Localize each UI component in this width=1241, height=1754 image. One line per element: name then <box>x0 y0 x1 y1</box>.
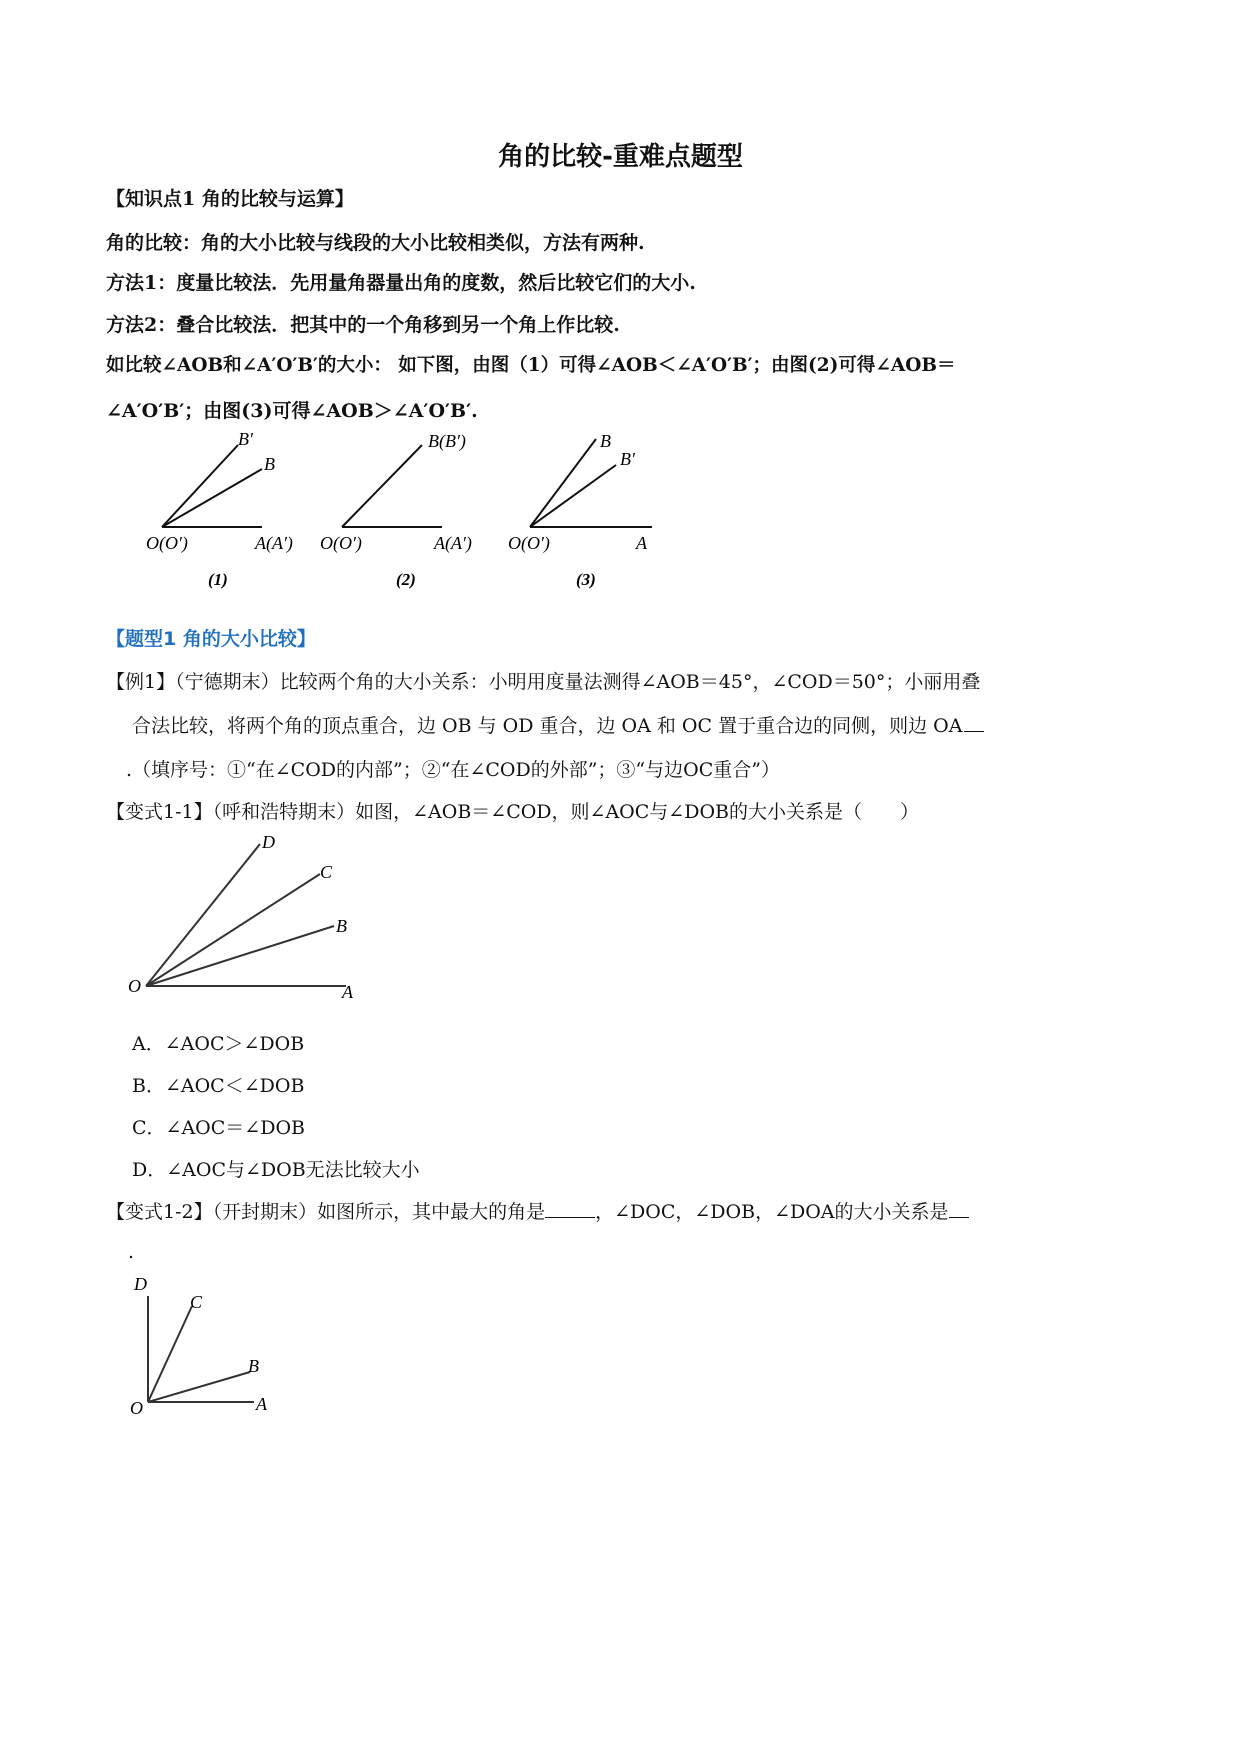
diagram-1 <box>146 429 293 589</box>
variant12-stem-part-a: 【变式1-2】（开封期末）如图所示，其中最大的角是 <box>106 1201 546 1223</box>
option-b[interactable]: B．∠AOC＜∠DOB <box>132 1075 305 1097</box>
label-b: B <box>600 431 611 451</box>
angle-comparison-figure <box>130 425 690 600</box>
label-d: D <box>262 832 275 852</box>
label-a: A <box>636 533 647 553</box>
label-d: D <box>134 1274 147 1294</box>
label-c: C <box>320 862 333 882</box>
label-b-bprime: B(B′) <box>428 431 466 451</box>
example1-line-1: 【例1】（宁德期末）比较两个角的大小关系：小明用度量法测得∠AOB＝45°，∠COD＝50°；小丽用叠 <box>106 671 981 693</box>
knowledge-line-5: ∠A′O′B′；由图(3)可得∠AOB＞∠A′O′B′. <box>106 400 478 422</box>
variant11-figure <box>124 828 374 1008</box>
label-o: O(O′) <box>320 533 362 553</box>
variant12-stem-part-b: ，∠DOC，∠DOB，∠DOA的大小关系是 <box>595 1201 949 1223</box>
label-o: O(O′) <box>146 533 188 553</box>
variant12-stem <box>106 1197 969 1224</box>
caption-2: (2) <box>396 570 416 589</box>
diagram-2 <box>320 431 472 589</box>
label-a: A <box>342 982 353 1002</box>
answer-blank[interactable] <box>964 713 984 732</box>
label-b-prime: B′ <box>620 449 635 469</box>
label-a: A(A′) <box>434 533 472 553</box>
label-a: A(A′) <box>255 533 293 553</box>
example1-line-3: .（填序号：①“在∠COD的内部”；②“在∠COD的外部”；③“与边OC重合”） <box>126 759 780 781</box>
label-o: O(O′) <box>508 533 550 553</box>
option-a[interactable]: A．∠AOC＞∠DOB <box>132 1033 305 1055</box>
example1-line-2 <box>132 711 984 738</box>
label-o: O <box>130 1398 143 1418</box>
caption-1: (1) <box>208 570 228 589</box>
knowledge-line-2: 方法1：度量比较法．先用量角器量出角的度数，然后比较它们的大小. <box>106 272 696 294</box>
caption-3: (3) <box>576 570 596 589</box>
option-c[interactable]: C．∠AOC＝∠DOB <box>132 1117 305 1139</box>
label-b: B <box>248 1356 259 1376</box>
label-b: B <box>264 454 275 474</box>
answer-blank-relation[interactable] <box>949 1199 969 1218</box>
diagram-3 <box>508 431 652 589</box>
label-b: B <box>336 916 347 936</box>
variant12-line-2: . <box>128 1241 135 1263</box>
option-d[interactable]: D．∠AOC与∠DOB无法比较大小 <box>132 1159 420 1181</box>
label-b-prime: B′ <box>238 429 253 449</box>
knowledge-line-4: 如比较∠AOB和∠A′O′B′的大小： 如下图，由图（1）可得∠AOB＜∠A′O′B′；由图(2)可得∠AOB＝ <box>106 355 956 376</box>
page-title: 角的比较-重难点题型 <box>498 142 743 172</box>
label-a: A <box>256 1394 267 1414</box>
label-o: O <box>128 976 141 996</box>
knowledge-line-3: 方法2：叠合比较法．把其中的一个角移到另一个角上作比较. <box>106 314 620 336</box>
variant12-figure <box>124 1268 284 1428</box>
type1-heading: 【题型1 角的大小比较】 <box>106 628 316 650</box>
variant11-stem: 【变式1-1】（呼和浩特期末）如图，∠AOB＝∠COD，则∠AOC与∠DOB的大小关系是（ ） <box>106 801 919 823</box>
example1-line-2-text: 合法比较，将两个角的顶点重合，边 OB 与 OD 重合，边 OA 和 OC 置于重合边的同侧，则边 OA <box>132 715 963 737</box>
answer-blank-largest-angle[interactable] <box>545 1199 595 1218</box>
label-c: C <box>190 1292 203 1312</box>
knowledge-heading: 【知识点1 角的比较与运算】 <box>106 188 354 210</box>
knowledge-line-1: 角的比较：角的大小比较与线段的大小比较相类似，方法有两种. <box>106 232 645 254</box>
